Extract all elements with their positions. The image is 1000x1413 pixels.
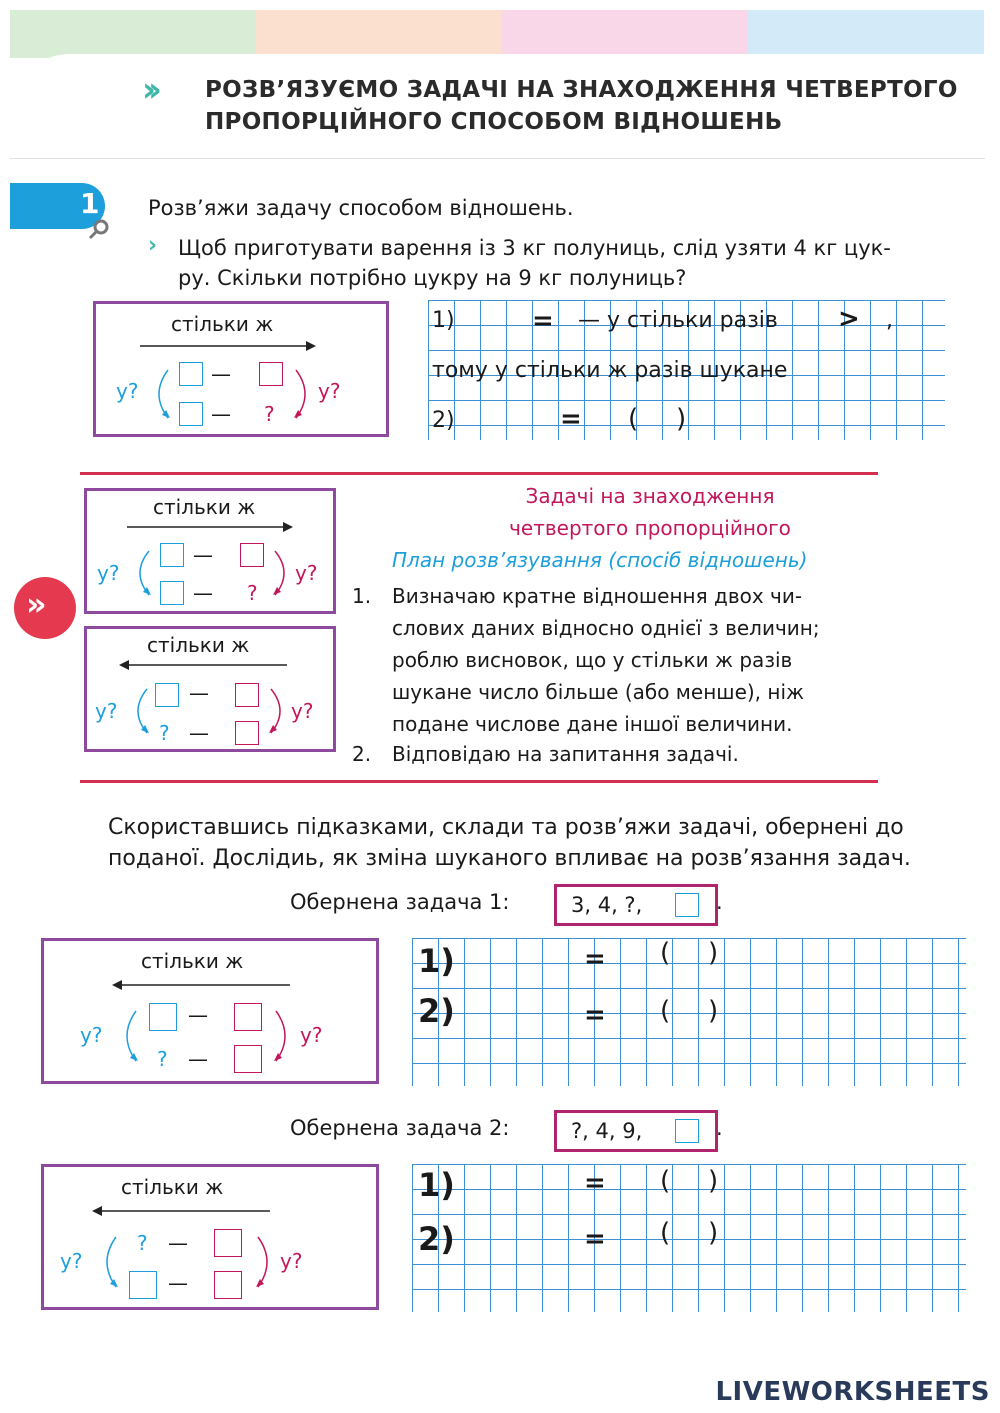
diagram-label: стільки ж xyxy=(147,633,250,657)
inverse-intro-line1: Скориставшись підказками, склади та розв’яжи задачі, обернені до xyxy=(108,815,904,840)
step2-close-paren: ) xyxy=(708,1218,719,1248)
arrow-left-icon xyxy=(117,659,289,671)
curved-arrow-magenta-icon xyxy=(292,364,316,424)
inverse-task2-data-box xyxy=(554,1110,718,1152)
blank-square[interactable] xyxy=(234,1003,262,1031)
diagram-label: стільки ж xyxy=(153,495,256,519)
rule-item1-line: подане числове дане іншої величини. xyxy=(392,712,793,736)
unknown-mark: ? xyxy=(157,1047,168,1071)
curved-arrow-magenta-icon xyxy=(267,683,291,739)
rule-item1-line: роблю висновок, що у стільки ж разів xyxy=(392,648,793,672)
liveworksheets-logo: LIVEWORKSHEETS xyxy=(715,1377,990,1407)
curved-arrow-magenta-icon xyxy=(271,545,295,601)
right-ratio-label: у? xyxy=(300,1023,323,1047)
conclusion-line: тому у стільки ж разів шукане xyxy=(432,358,788,383)
curved-arrow-magenta-icon xyxy=(254,1231,278,1293)
rule-title xyxy=(440,480,860,544)
blank-square xyxy=(240,543,264,567)
left-ratio-label: у? xyxy=(60,1249,83,1273)
dash: — xyxy=(193,543,213,567)
curved-arrow-magenta-icon xyxy=(272,1005,296,1067)
blank-square xyxy=(235,683,259,707)
inverse-task1-data-box xyxy=(554,884,718,926)
rule-top-line xyxy=(80,472,878,475)
dash: — xyxy=(188,1003,208,1027)
right-ratio-label: у? xyxy=(318,379,341,403)
blank-square[interactable] xyxy=(214,1229,242,1257)
dash: — xyxy=(188,1047,208,1071)
page-title-line1: РОЗВ’ЯЗУЄМО ЗАДАЧІ НА ЗНАХОДЖЕННЯ ЧЕТВЕРТОГО xyxy=(205,77,958,103)
header-divider xyxy=(10,158,985,159)
curved-arrow-blue-icon xyxy=(116,1005,140,1067)
rule-item2-number: 2. xyxy=(352,742,372,766)
diagram-label: стільки ж xyxy=(171,312,274,336)
left-ratio-label: у? xyxy=(97,561,120,585)
task1-diagram xyxy=(93,301,389,437)
inverse-task2-data: ?, 4, 9, xyxy=(571,1119,643,1143)
header-band-pink xyxy=(502,10,748,58)
task1-problem-line2: ру. Скільки потрібно цукру на 9 кг полуниць? xyxy=(178,266,687,290)
diagram-label: стільки ж xyxy=(121,1175,224,1199)
arrow-left-icon xyxy=(110,979,292,991)
curved-arrow-blue-icon xyxy=(148,364,172,424)
blank-square[interactable] xyxy=(214,1271,242,1299)
left-ratio-label: у? xyxy=(95,699,118,723)
curved-arrow-blue-icon xyxy=(129,545,153,601)
step1-greater-sign: > xyxy=(838,304,860,334)
curved-arrow-blue-icon xyxy=(127,683,151,739)
dash: — xyxy=(168,1231,188,1255)
bullet-chevron-icon: › xyxy=(148,233,158,258)
rule-subtitle: План розв’язування (спосіб відношень) xyxy=(392,548,808,572)
rule-item1-line: Визначаю кратне відношення двох чи- xyxy=(392,584,803,608)
blank-square xyxy=(155,683,179,707)
arrow-right-icon xyxy=(125,521,295,533)
step2-open-paren: ( xyxy=(660,1218,671,1248)
double-chevron-icon: ›› xyxy=(142,70,155,110)
rule-item1-line: шукане число більше (або менше), ніж xyxy=(392,680,805,704)
inverse-intro-line2: поданої. Дослідиь, як зміна шуканого впливає на розв’язання задач. xyxy=(108,846,911,871)
task-number: 1 xyxy=(80,187,100,220)
step2-close-paren: ) xyxy=(708,996,719,1026)
task1-answer-grid[interactable] xyxy=(428,300,945,440)
dash: — xyxy=(168,1271,188,1295)
unknown-mark: ? xyxy=(247,581,258,605)
header-band-green xyxy=(10,10,256,58)
inverse-task2-answer-grid[interactable] xyxy=(412,1164,966,1312)
step1-equals: = xyxy=(532,306,554,336)
step1-open-paren: ( xyxy=(660,1166,671,1196)
left-ratio-label: у? xyxy=(116,379,139,403)
step1-close-paren: ) xyxy=(708,938,719,968)
blank-square[interactable] xyxy=(129,1271,157,1299)
inverse-task2-label: Обернена задача 2: xyxy=(290,1116,510,1140)
step1-open-paren: ( xyxy=(660,938,671,968)
right-ratio-label: у? xyxy=(280,1249,303,1273)
inverse-task1-answer-grid[interactable] xyxy=(412,938,966,1086)
blank-square xyxy=(160,543,184,567)
step2-equals: = xyxy=(560,404,582,434)
rule-title-line2: четвертого пропорційного xyxy=(509,516,791,540)
rule-item2: Відповідаю на запитання задачі. xyxy=(392,742,739,766)
rule-diagram-forward xyxy=(84,488,336,614)
step2-number: 2) xyxy=(432,408,455,433)
step2-equals: = xyxy=(584,1000,606,1030)
inverse-task1-label: Обернена задача 1: xyxy=(290,890,510,914)
step2-number: 2) xyxy=(418,992,455,1030)
blank-square xyxy=(160,581,184,605)
step1-close-paren: ) xyxy=(708,1166,719,1196)
page-title xyxy=(205,74,958,138)
blank-square xyxy=(235,721,259,745)
rule-diagram-backward xyxy=(84,626,336,752)
blank-square[interactable] xyxy=(259,362,283,386)
header-band-orange xyxy=(256,10,502,58)
right-ratio-label: у? xyxy=(291,699,314,723)
task1-instruction: Розв’яжи задачу способом відношень. xyxy=(148,196,574,220)
unknown-mark: ? xyxy=(264,402,275,426)
unknown-mark: ? xyxy=(137,1231,148,1255)
arrow-right-icon xyxy=(138,340,318,352)
step2-open-paren: ( xyxy=(660,996,671,1026)
blank-square[interactable] xyxy=(675,1119,699,1143)
dash: — xyxy=(189,721,209,745)
inverse-task2-diagram xyxy=(41,1164,379,1310)
unknown-mark: ? xyxy=(159,721,170,745)
dash: — xyxy=(211,362,231,386)
blank-square[interactable] xyxy=(234,1045,262,1073)
dash: — xyxy=(211,402,231,426)
rule-title-line1: Задачі на знаходження xyxy=(525,484,775,508)
diagram-label: стільки ж xyxy=(141,949,244,973)
task1-problem-line1: Щоб приготувати варення із 3 кг полуниць, слід узяти 4 кг цук- xyxy=(178,236,891,260)
blank-square[interactable] xyxy=(179,362,203,386)
step1-number: 1) xyxy=(432,308,455,333)
step1-equals: = xyxy=(584,944,606,974)
inverse-task1-data: 3, 4, ?, xyxy=(571,893,643,917)
step1-number: 1) xyxy=(418,942,455,980)
right-ratio-label: у? xyxy=(295,561,318,585)
step1-equals: = xyxy=(584,1168,606,1198)
period: . xyxy=(716,1116,723,1140)
curved-arrow-blue-icon xyxy=(96,1231,120,1293)
arrow-left-icon xyxy=(90,1205,272,1217)
step2-equals: = xyxy=(584,1224,606,1254)
step2-open-paren: ( xyxy=(628,404,639,434)
step2-close-paren: ) xyxy=(676,404,687,434)
step2-number: 2) xyxy=(418,1220,455,1258)
header-band-blue xyxy=(748,10,984,58)
rule-item1-number: 1. xyxy=(352,584,372,608)
page-title-line2: ПРОПОРЦІЙНОГО СПОСОБОМ ВІДНОШЕНЬ xyxy=(205,109,783,135)
rule-bottom-line xyxy=(80,780,878,783)
rule-marker-icon: » xyxy=(14,577,76,639)
period: . xyxy=(716,890,723,914)
step1-comma: , xyxy=(886,308,893,333)
dash: — xyxy=(193,581,213,605)
magnifier-icon xyxy=(88,218,110,240)
left-ratio-label: у? xyxy=(80,1023,103,1047)
step1-text: — у стільки разів xyxy=(578,308,778,333)
step1-number: 1) xyxy=(418,1166,455,1204)
rule-item1-line: слових даних відносно однієї з величин; xyxy=(392,616,820,640)
blank-square[interactable] xyxy=(149,1003,177,1031)
blank-square[interactable] xyxy=(675,893,699,917)
dash: — xyxy=(189,681,209,705)
rule-item1 xyxy=(392,580,878,740)
blank-square[interactable] xyxy=(179,402,203,426)
inverse-task1-diagram xyxy=(41,938,379,1084)
